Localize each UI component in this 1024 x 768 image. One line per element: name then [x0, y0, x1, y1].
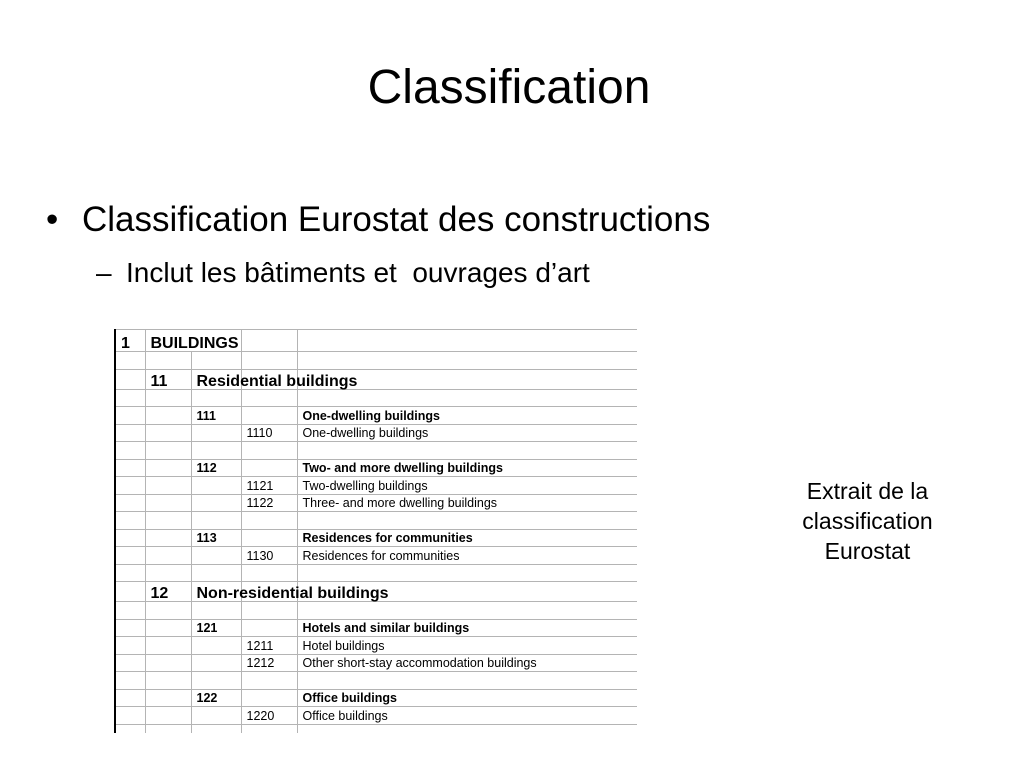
- table-row: [111, 407, 637, 425]
- table-cell: [145, 637, 191, 655]
- table-cell: [297, 602, 637, 620]
- table-cell: [145, 564, 191, 582]
- table-cell: [241, 529, 297, 547]
- table-cell: [297, 512, 637, 530]
- table-cell: [241, 407, 297, 425]
- table-cell: [145, 424, 191, 442]
- table-cell: [145, 619, 191, 637]
- table-cell: [297, 330, 637, 352]
- group-code-cell: 113: [191, 529, 241, 547]
- table-cell: [115, 477, 145, 495]
- table-row-empty: [111, 352, 637, 370]
- table-cell: [297, 672, 637, 690]
- table-cell: [115, 654, 145, 672]
- table-row: [111, 707, 637, 725]
- table-cell: [241, 389, 297, 407]
- table-cell: [241, 602, 297, 620]
- table-cell: [145, 352, 191, 370]
- table-cell: [145, 407, 191, 425]
- class-code-cell: 1211: [241, 637, 297, 655]
- table-cell: [241, 672, 297, 690]
- table-cell: [191, 707, 241, 725]
- table-row: [111, 547, 637, 565]
- table-cell: [145, 529, 191, 547]
- class-label-cell: Residences for communities: [297, 547, 637, 565]
- table-row: [111, 477, 637, 495]
- table-cell: [191, 724, 241, 733]
- table-cell: [115, 424, 145, 442]
- table-row-empty: [111, 602, 637, 620]
- table-cell: [297, 564, 637, 582]
- table-cell: [145, 602, 191, 620]
- table-row: [111, 494, 637, 512]
- sub-bullet-dash: –: [96, 257, 112, 288]
- class-label-cell: Office buildings: [297, 707, 637, 725]
- table-cell: [145, 724, 191, 733]
- table-cell: [191, 547, 241, 565]
- class-label-cell: One-dwelling buildings: [297, 424, 637, 442]
- table-cell: [115, 602, 145, 620]
- class-label-cell: Hotel buildings: [297, 637, 637, 655]
- class-code-cell: 1130: [241, 547, 297, 565]
- table-cell: [191, 477, 241, 495]
- table-cell: [145, 459, 191, 477]
- table-cell: [145, 547, 191, 565]
- division-label-cell: Residential buildings: [191, 369, 241, 389]
- table-row: [111, 582, 637, 602]
- table-cell: [241, 352, 297, 370]
- section-label-cell: BUILDINGS: [145, 330, 191, 352]
- table-cell: [115, 637, 145, 655]
- table-row: [111, 619, 637, 637]
- table-cell: [297, 389, 637, 407]
- table-cell: [191, 602, 241, 620]
- table-cell: [191, 389, 241, 407]
- table-cell: [191, 654, 241, 672]
- table-cell: [241, 459, 297, 477]
- table-caption: Extrait de la classification Eurostat: [802, 478, 933, 564]
- table-cell: [115, 672, 145, 690]
- class-code-cell: 1121: [241, 477, 297, 495]
- table-cell: [145, 672, 191, 690]
- group-label-cell: Office buildings: [297, 689, 637, 707]
- group-label-cell: Two- and more dwelling buildings: [297, 459, 637, 477]
- section-code-cell: 1: [115, 330, 145, 352]
- table-cell: [115, 512, 145, 530]
- table-cell: [297, 724, 637, 733]
- table-cell: [241, 619, 297, 637]
- group-code-cell: 112: [191, 459, 241, 477]
- table-row-empty: [111, 512, 637, 530]
- class-code-cell: 1122: [241, 494, 297, 512]
- table-cell: [191, 494, 241, 512]
- class-code-cell: 1110: [241, 424, 297, 442]
- class-label-cell: Two-dwelling buildings: [297, 477, 637, 495]
- group-code-cell: 111: [191, 407, 241, 425]
- table-cell: [241, 689, 297, 707]
- group-code-cell: 121: [191, 619, 241, 637]
- table-row-empty: [111, 724, 637, 733]
- table-row: [111, 689, 637, 707]
- table-row-empty: [111, 442, 637, 460]
- division-code-cell: 11: [145, 369, 191, 389]
- table-cell: [241, 442, 297, 460]
- table-cell: [115, 352, 145, 370]
- table-row-empty: [111, 672, 637, 690]
- group-label-cell: One-dwelling buildings: [297, 407, 637, 425]
- table-cell: [191, 512, 241, 530]
- table-cell: [145, 477, 191, 495]
- group-label-cell: Hotels and similar buildings: [297, 619, 637, 637]
- group-code-cell: 122: [191, 689, 241, 707]
- table-cell: [241, 724, 297, 733]
- table-cell: [241, 330, 297, 352]
- table-cell: [145, 442, 191, 460]
- table-row: [111, 529, 637, 547]
- table-cell: [115, 442, 145, 460]
- table-cell: [115, 619, 145, 637]
- table-cell: [191, 564, 241, 582]
- slide-title: Classification: [367, 61, 651, 114]
- table-cell: [115, 459, 145, 477]
- table-cell: [241, 564, 297, 582]
- table-cell: [297, 442, 637, 460]
- bullet-dot: •: [46, 200, 59, 239]
- table-cell: [145, 707, 191, 725]
- bullet-text: Classification Eurostat des constructions: [82, 200, 711, 239]
- table-cell: [145, 389, 191, 407]
- table-cell: [115, 689, 145, 707]
- table-cell: [191, 637, 241, 655]
- sub-bullet-text: Inclut les bâtiments et ouvrages d’art: [126, 257, 590, 288]
- division-label-cell: Non-residential buildings: [191, 582, 241, 602]
- table-row: [111, 459, 637, 477]
- table-row: [111, 654, 637, 672]
- table-cell: [191, 352, 241, 370]
- table-cell: [115, 707, 145, 725]
- table-row: [111, 369, 637, 389]
- table-cell: [115, 582, 145, 602]
- table-cell: [115, 369, 145, 389]
- table-cell: [145, 654, 191, 672]
- table-row: [111, 637, 637, 655]
- class-code-cell: 1212: [241, 654, 297, 672]
- table-cell: [115, 494, 145, 512]
- table-cell: [115, 529, 145, 547]
- table-cell: [191, 424, 241, 442]
- classification-table-body: [111, 330, 637, 734]
- table-cell: [115, 564, 145, 582]
- table-cell: [115, 389, 145, 407]
- class-code-cell: 1220: [241, 707, 297, 725]
- table-cell: [115, 547, 145, 565]
- table-cell: [145, 494, 191, 512]
- table-row-empty: [111, 564, 637, 582]
- table-cell: [191, 442, 241, 460]
- bullet-item: [46, 198, 710, 242]
- table-row: [111, 424, 637, 442]
- table-cell: [241, 512, 297, 530]
- table-cell: [297, 352, 637, 370]
- class-label-cell: Three- and more dwelling buildings: [297, 494, 637, 512]
- classification-table-excerpt: [111, 329, 637, 733]
- table-cell: [145, 689, 191, 707]
- table-cell: [115, 407, 145, 425]
- table-cell: [145, 512, 191, 530]
- table-cell: [115, 724, 145, 733]
- classification-table: [111, 329, 637, 733]
- group-label-cell: Residences for communities: [297, 529, 637, 547]
- table-cell: [191, 672, 241, 690]
- sub-bullet-item: [96, 255, 590, 291]
- division-code-cell: 12: [145, 582, 191, 602]
- table-row: [111, 330, 637, 352]
- table-row-empty: [111, 389, 637, 407]
- class-label-cell: Other short-stay accommodation buildings: [297, 654, 637, 672]
